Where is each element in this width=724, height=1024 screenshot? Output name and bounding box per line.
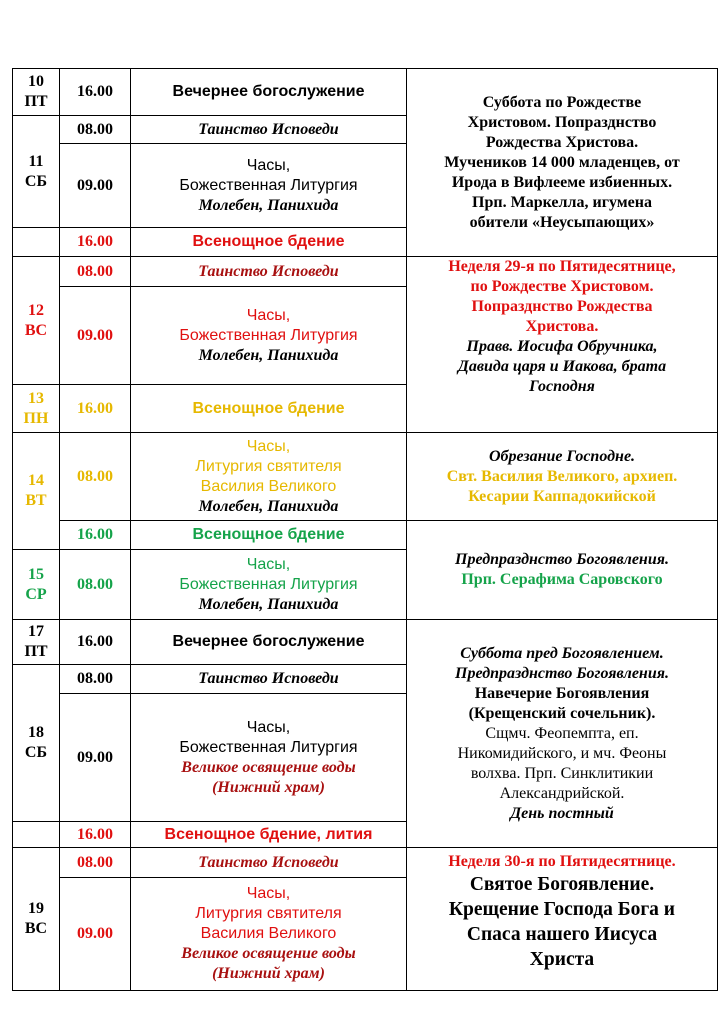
day-of-week: ВС — [24, 920, 48, 937]
feast-line: Правв. Иосифа Обручника, — [466, 338, 658, 355]
day-cell — [13, 433, 60, 550]
day-number: 14 — [28, 472, 44, 489]
service-line: Часы, — [246, 437, 291, 455]
time-cell: 16.00 — [60, 228, 131, 257]
feast-line: Святое Богоявление. — [469, 874, 655, 895]
feast-line: Христова. — [525, 318, 599, 335]
service-line: Часы, — [246, 885, 291, 902]
feast-line: обители «Неусыпающих» — [469, 213, 655, 231]
day-of-week: СБ — [24, 744, 48, 761]
schedule-table — [12, 68, 718, 991]
service-line: (Нижний храм) — [212, 778, 325, 796]
table-row — [13, 433, 718, 521]
feast-line: Свт. Василия Великого, архиеп. — [446, 467, 678, 485]
time-cell: 08.00 — [60, 848, 131, 878]
feast-line: Навечерие Богоявления — [474, 684, 650, 702]
table-row — [13, 69, 718, 116]
service-line: Божественная Литургия — [179, 738, 358, 756]
service-line: Литургия святителя — [195, 457, 342, 475]
day-cell — [13, 228, 60, 257]
feast-cell — [407, 69, 718, 257]
feast-line: Прп. Маркелла, игумена — [472, 193, 652, 211]
service-cell: Вечернее богослужение — [131, 620, 407, 665]
feast-line: по Рождестве Христовом. — [470, 278, 654, 295]
service-cell: Таинство Исповеди — [131, 665, 407, 694]
service-line: Великое освящение воды — [181, 758, 356, 776]
day-number: 15 — [28, 565, 44, 583]
day-cell — [13, 550, 60, 620]
service-line: Часы, — [246, 718, 291, 736]
feast-line: Сщмч. Феопемпта, еп. — [485, 724, 639, 742]
service-cell: Всенощное бдение — [131, 521, 407, 550]
feast-cell — [407, 433, 718, 521]
feast-line: Прп. Серафима Саровского — [461, 571, 663, 588]
service-line: Молебен, Панихида — [198, 595, 339, 613]
day-cell — [13, 665, 60, 822]
feast-cell — [407, 848, 718, 991]
service-cell — [131, 287, 407, 385]
time-cell: 09.00 — [60, 694, 131, 822]
time-cell: 16.00 — [60, 822, 131, 848]
table-row — [13, 521, 718, 550]
feast-line: День постный — [510, 804, 614, 822]
time-cell: 16.00 — [60, 385, 131, 433]
service-line: Часы, — [246, 156, 291, 174]
feast-line: волхва. Прп. Синклитикии — [470, 764, 654, 782]
service-line: Божественная Литургия — [179, 326, 358, 344]
time-cell: 08.00 — [60, 665, 131, 694]
service-cell — [131, 433, 407, 521]
time-cell: 08.00 — [60, 550, 131, 620]
time-cell: 16.00 — [60, 620, 131, 665]
feast-line: Кесарии Каппадокийской — [468, 487, 656, 505]
service-line: Великое освящение воды — [181, 945, 356, 962]
table-row — [13, 257, 718, 287]
day-number: 10 — [28, 73, 44, 90]
day-of-week: ПН — [23, 409, 49, 427]
service-cell: Таинство Исповеди — [131, 257, 407, 287]
time-cell: 08.00 — [60, 433, 131, 521]
day-cell — [13, 848, 60, 991]
feast-line: Господня — [529, 378, 595, 395]
service-line: Литургия святителя — [195, 905, 342, 922]
time-cell: 08.00 — [60, 116, 131, 144]
day-cell — [13, 116, 60, 228]
feast-line: Мучеников 14 000 младенцев, от — [444, 153, 680, 171]
day-of-week: СР — [25, 585, 47, 603]
day-cell — [13, 620, 60, 665]
time-cell: 16.00 — [60, 69, 131, 116]
day-cell — [13, 385, 60, 433]
feast-line: Попразднство Рождества — [471, 298, 653, 315]
feast-line: (Крещенский сочельник). — [468, 704, 656, 722]
feast-line: Суббота по Рождестве — [482, 93, 642, 111]
day-of-week: СБ — [24, 172, 48, 190]
day-of-week: ПТ — [24, 643, 48, 660]
service-line: Божественная Литургия — [179, 575, 358, 593]
day-number: 12 — [28, 301, 44, 319]
service-cell: Таинство Исповеди — [131, 116, 407, 144]
day-number: 17 — [28, 623, 44, 640]
feast-line: Александрийской. — [499, 784, 625, 802]
feast-line: Христовом. Попразднство — [467, 113, 657, 131]
service-line: Божественная Литургия — [179, 176, 358, 194]
service-line: Молебен, Панихида — [198, 196, 339, 214]
feast-line: Спаса нашего Иисуса — [466, 924, 658, 945]
day-cell — [13, 257, 60, 385]
day-of-week: ВС — [24, 321, 48, 339]
service-cell — [131, 550, 407, 620]
table-row — [13, 848, 718, 878]
feast-line: Предпразднство Богоявления. — [455, 664, 669, 682]
feast-line: Неделя 29-я по Пятидесятнице, — [448, 258, 676, 275]
time-cell: 09.00 — [60, 144, 131, 228]
feast-line: Суббота пред Богоявлением. — [460, 644, 664, 662]
day-cell — [13, 69, 60, 116]
feast-line: Никомидийского, и мч. Феоны — [457, 744, 667, 762]
feast-line: Обрезание Господне. — [488, 447, 636, 465]
service-line: Часы, — [246, 555, 291, 573]
feast-cell — [407, 521, 718, 620]
feast-line: Ирода в Вифлееме избиенных. — [451, 173, 673, 191]
feast-line: Давида царя и Иакова, брата — [457, 358, 667, 375]
day-number: 13 — [28, 389, 44, 407]
service-cell: Таинство Исповеди — [131, 848, 407, 878]
service-line: Молебен, Панихида — [198, 497, 339, 515]
feast-line: Крещение Господа Бога и — [448, 899, 676, 920]
time-cell: 16.00 — [60, 521, 131, 550]
service-cell — [131, 878, 407, 991]
service-cell: Всенощное бдение — [131, 228, 407, 257]
service-cell: Вечернее богослужение — [131, 69, 407, 116]
service-cell — [131, 694, 407, 822]
day-cell — [13, 822, 60, 848]
service-cell: Всенощное бдение, лития — [131, 822, 407, 848]
service-line: Часы, — [246, 306, 291, 324]
feast-line: Рождества Христова. — [485, 133, 639, 151]
time-cell: 08.00 — [60, 257, 131, 287]
table-row — [13, 620, 718, 665]
feast-line: Христа — [529, 949, 595, 970]
day-number: 19 — [28, 900, 44, 917]
day-of-week: ПТ — [24, 93, 48, 110]
feast-cell — [407, 620, 718, 848]
feast-line: Неделя 30-я по Пятидесятнице. — [448, 853, 676, 870]
time-cell: 09.00 — [60, 878, 131, 991]
day-of-week: ВТ — [25, 492, 47, 509]
service-line: Василия Великого — [200, 477, 337, 495]
service-line: (Нижний храм) — [212, 965, 325, 982]
service-line: Молебен, Панихида — [198, 346, 339, 364]
feast-cell — [407, 257, 718, 433]
service-line: Василия Великого — [200, 925, 337, 942]
service-cell — [131, 144, 407, 228]
time-cell: 09.00 — [60, 287, 131, 385]
service-cell: Всенощное бдение — [131, 385, 407, 433]
day-number: 11 — [28, 152, 44, 170]
feast-line: Предпразднство Богоявления. — [455, 551, 669, 568]
day-number: 18 — [28, 724, 44, 741]
